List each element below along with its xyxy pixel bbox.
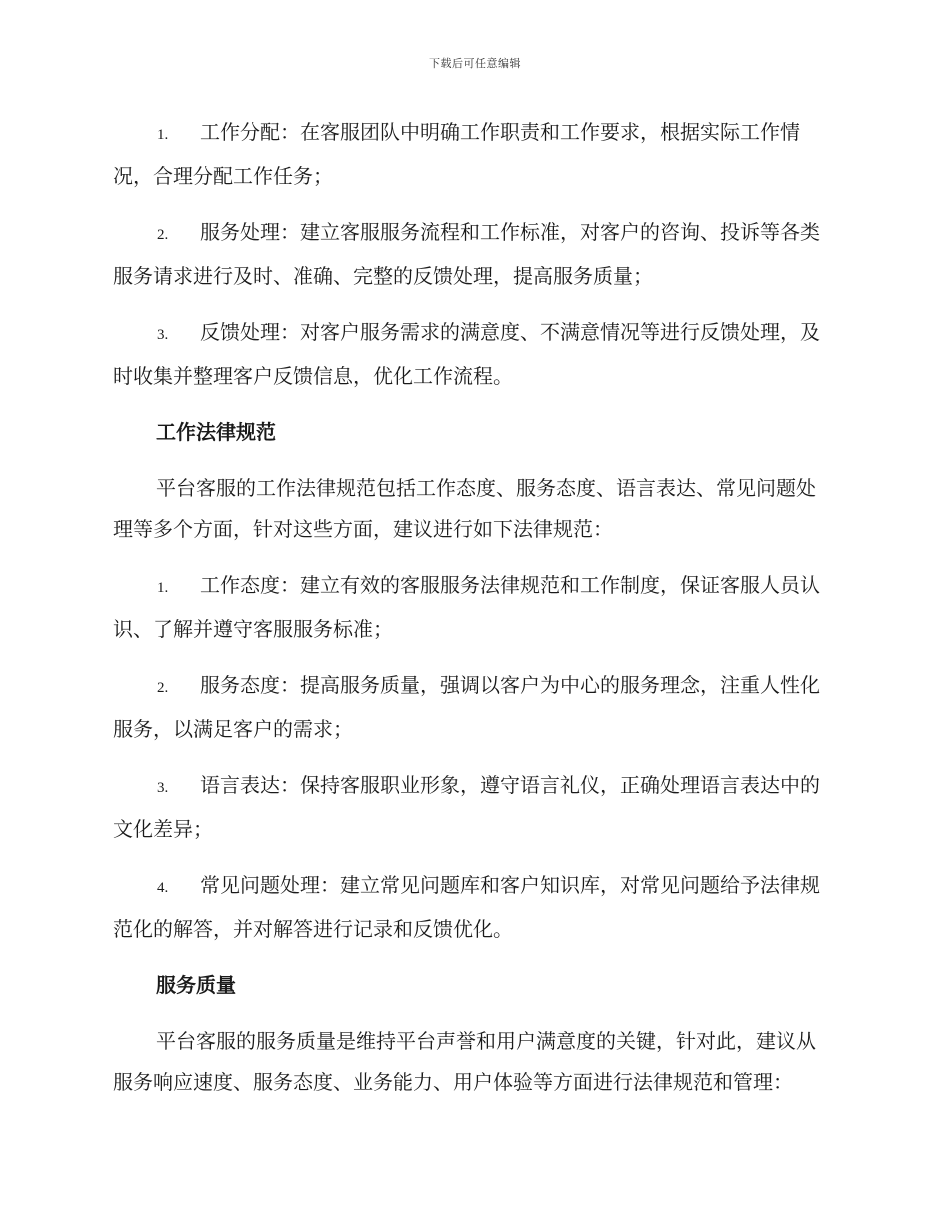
list-item-text: 服务处理：建立客服服务流程和工作标准，对客户的咨询、投诉等各类服务请求进行及时、准确、完整的反馈处理，提高服务质量；: [113, 220, 820, 288]
list-item-text: 反馈处理：对客户服务需求的满意度、不满意情况等进行反馈处理，及时收集并整理客户反馈信息，优化工作流程。: [113, 320, 820, 388]
list-item: [113, 765, 835, 850]
list-item: [113, 665, 835, 750]
list-item: [113, 312, 835, 397]
list-item-text: 工作态度：建立有效的客服服务法律规范和工作制度，保证客服人员认识、了解并遵守客服服务标准；: [113, 573, 820, 641]
list-item: [113, 112, 835, 197]
list-item-text: 语言表达：保持客服职业形象，遵守语言礼仪，正确处理语言表达中的文化差异；: [113, 773, 820, 841]
document-body: [113, 112, 835, 1118]
section-heading-service-quality: 服务质量: [156, 973, 236, 997]
list-item-text: 服务态度：提高服务质量，强调以客户为中心的服务理念，注重人性化服务，以满足客户的需求；: [113, 673, 820, 741]
list-item-number: 1.: [157, 127, 169, 143]
list-item: [113, 865, 835, 950]
list-item-number: 1.: [157, 580, 169, 596]
list-item-number: 3.: [157, 780, 169, 796]
section-heading-legal-norms: 工作法律规范: [156, 420, 276, 444]
list-item-text: 常见问题处理：建立常见问题库和客户知识库，对常见问题给予法律规范化的解答，并对解答进行记录和反馈优化。: [113, 873, 820, 941]
section-intro-legal-norms: 平台客服的工作法律规范包括工作态度、服务态度、语言表达、常见问题处理等多个方面，针对这些方面，建议进行如下法律规范：: [113, 476, 816, 541]
list-item-number: 2.: [157, 227, 169, 243]
list-item-number: 3.: [157, 327, 169, 343]
list-item-text: 工作分配：在客服团队中明确工作职责和工作要求，根据实际工作情况，合理分配工作任务；: [113, 120, 800, 188]
list-item-number: 2.: [157, 680, 169, 696]
list-item-number: 4.: [157, 880, 169, 896]
list-item: [113, 212, 835, 297]
list-item: [113, 565, 835, 650]
page-header: 下载后可任意编辑: [429, 57, 521, 70]
section-intro-service-quality: 平台客服的服务质量是维持平台声誉和用户满意度的关键，针对此，建议从服务响应速度、服务态度、业务能力、用户体验等方面进行法律规范和管理：: [113, 1029, 816, 1094]
